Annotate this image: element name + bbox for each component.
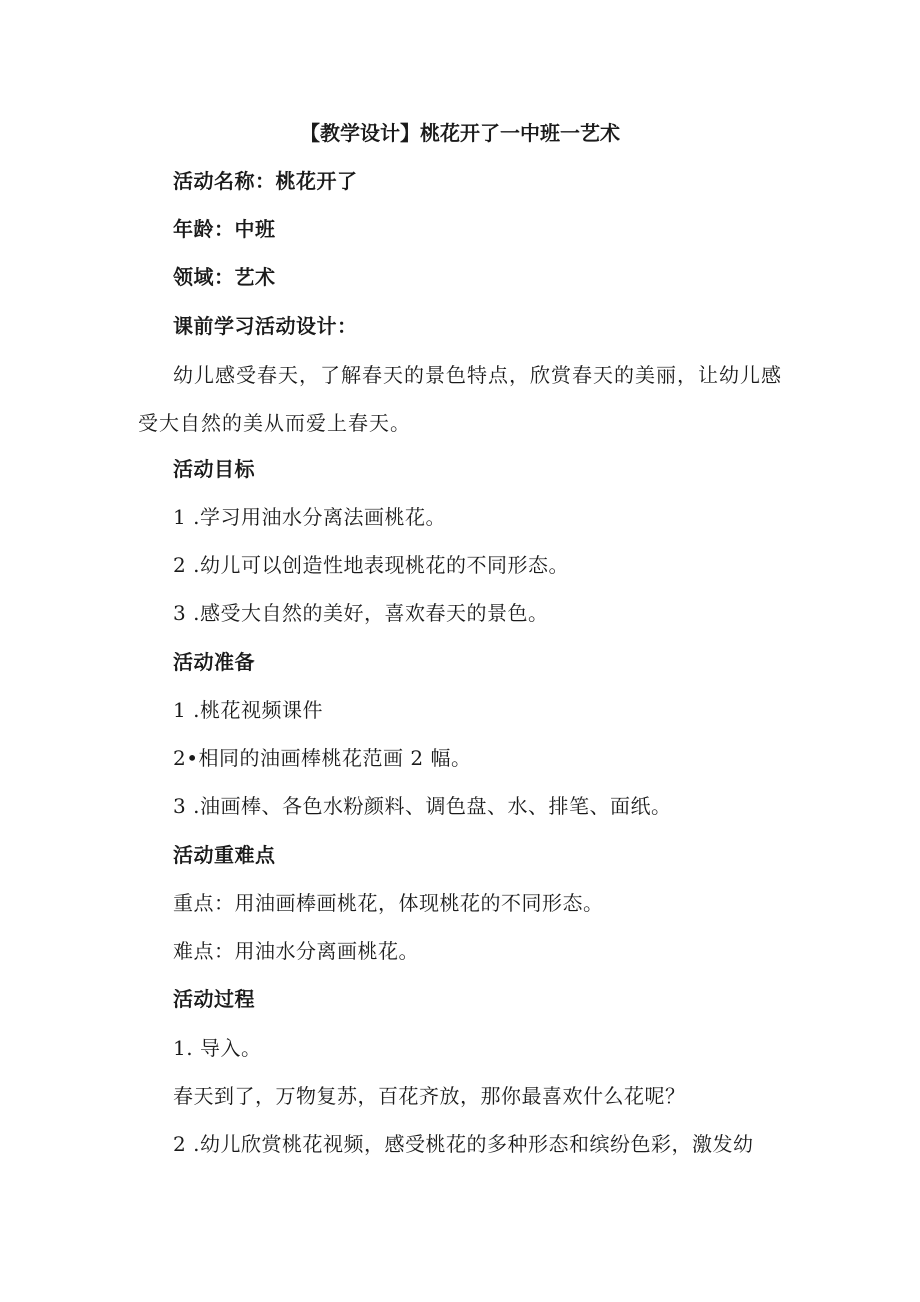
goals-heading: 活动目标	[173, 457, 255, 481]
key-heading: 活动重难点	[173, 843, 276, 867]
document-title: 【教学设计】桃花开了一中班一艺术	[300, 121, 620, 145]
goal-item: 1 .学习用油水分离法画桃花。	[173, 505, 446, 529]
key-point: 重点：用油画棒画桃花，体现桃花的不同形态。	[173, 891, 604, 915]
goal-item: 3 .感受大自然的美好，喜欢春天的景色。	[173, 601, 549, 625]
prep-item: 3 .油画棒、各色水粉颜料、调色盘、水、排笔、面纸。	[173, 794, 672, 818]
process-item: 春天到了，万物复苏，百花齐放，那你最喜欢什么花呢？	[173, 1084, 686, 1108]
domain-line: 领域：艺术	[173, 265, 276, 289]
prep-item: 2•相同的油画棒桃花范画 2 幅。	[173, 746, 472, 770]
process-item: 2 .幼儿欣赏桃花视频，感受桃花的多种形态和缤纷色彩，激发幼	[173, 1132, 754, 1156]
pre-class-heading: 课前学习活动设计：	[173, 314, 358, 338]
activity-name: 活动名称：桃花开了	[173, 169, 358, 193]
process-heading: 活动过程	[173, 987, 255, 1011]
pre-class-paragraph: 幼儿感受春天，了解春天的景色特点，欣赏春天的美丽，让幼儿感受大自然的美从而爱上春天。	[138, 363, 782, 435]
prep-item: 1 .桃花视频课件	[173, 698, 323, 722]
goal-item: 2 .幼儿可以创造性地表现桃花的不同形态。	[173, 553, 569, 577]
age-line: 年龄：中班	[173, 217, 276, 241]
difficulty-point: 难点：用油水分离画桃花。	[173, 939, 419, 963]
process-item: 1. 导入。	[173, 1036, 262, 1060]
prep-heading: 活动准备	[173, 650, 255, 674]
